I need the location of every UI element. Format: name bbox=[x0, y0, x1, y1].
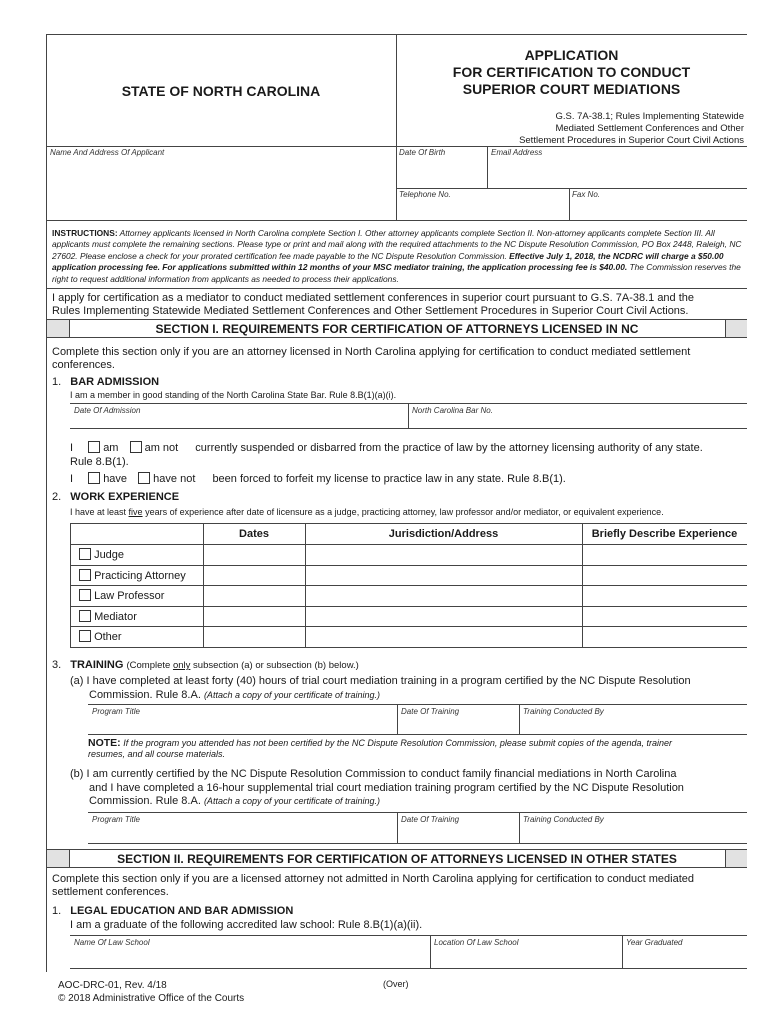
training-option-a bbox=[70, 675, 691, 702]
work-statement-five: five bbox=[128, 507, 143, 517]
am-label: am bbox=[103, 442, 119, 454]
email-label: Email Address bbox=[491, 148, 543, 157]
other-label: Other bbox=[94, 631, 122, 643]
note-text-2: resumes, and all course materials. bbox=[88, 749, 226, 759]
form-title-line-2: FOR CERTIFICATION TO CONDUCT bbox=[452, 64, 691, 80]
work-experience-statement bbox=[70, 507, 664, 517]
training-b-line-1: (b) I am currently certified by the NC Dispute Resolution Commission to conduct family financial mediations in North Carolina bbox=[70, 768, 677, 780]
state-name: STATE OF NORTH CAROLINA bbox=[121, 83, 321, 99]
note-label: NOTE: bbox=[88, 737, 121, 749]
col-dates: Dates bbox=[239, 528, 269, 540]
form-title-line-1: APPLICATION bbox=[524, 47, 619, 63]
row-other bbox=[79, 630, 122, 643]
instructions-tail-text: The Commission reserves the right to request additional information from applicants as needed to process their applications. bbox=[52, 262, 741, 284]
suspension-rule: Rule 8.B(1). bbox=[70, 456, 129, 468]
conducted-by-b-label: Training Conducted By bbox=[523, 815, 604, 824]
row-judge bbox=[79, 548, 124, 561]
conducted-by-b-field[interactable] bbox=[520, 825, 747, 843]
am-not-label: am not bbox=[144, 442, 179, 454]
forfeit-i: I bbox=[70, 473, 74, 485]
training-a-attach: (Attach a copy of your certificate of training.) bbox=[203, 689, 381, 700]
row-mediator bbox=[79, 610, 137, 623]
mediator-checkbox[interactable] bbox=[79, 610, 91, 622]
section-2-intro-line-2: settlement conferences. bbox=[52, 886, 169, 898]
conducted-by-a-label: Training Conducted By bbox=[523, 707, 604, 716]
date-of-admission-field[interactable] bbox=[70, 416, 408, 428]
training-note-only: only bbox=[172, 660, 191, 671]
bar-admission-statement: I am a member in good standing of the North Carolina State Bar. Rule 8.B(1)(a)(i). bbox=[70, 390, 397, 400]
statute-line-3: Settlement Procedures in Superior Court Civil Actions bbox=[519, 135, 744, 146]
law-school-location-field[interactable] bbox=[431, 948, 622, 968]
training-a-line-1: (a) I have completed at least forty (40) hours of trial court mediation training in a program certified by the NC Dispute Resolution bbox=[70, 675, 691, 687]
training-heading bbox=[52, 659, 359, 671]
instructions-fee-text: Effective July 1, 2018, the NCDRC will charge a $50.00 application processing fee. For applications submitted within 12 months of your MSC mediator training, the application processing fee is $40.00. bbox=[52, 250, 724, 273]
fax-field[interactable] bbox=[570, 200, 747, 220]
training-b-line-3 bbox=[70, 795, 684, 809]
work-statement-post: years of experience after date of licensure as a judge, practicing attorney, law professor and/or mediator, or equivalent experience. bbox=[142, 507, 664, 517]
program-title-a-label: Program Title bbox=[92, 707, 140, 716]
form-number: AOC-DRC-01, Rev. 4/18 bbox=[58, 980, 167, 991]
have-not-checkbox[interactable] bbox=[138, 472, 150, 484]
instructions-text: Attorney applicants licensed in North Carolina complete Section I. Other attorney applicants complete Section II. Non-attorney applicants complete Section III. All applicants must complete the remaining sections. Please type or print and mail along with the required attachments to the NC Dispute Resolution Commission, PO Box 2448, Raleigh, NC 27602. Please enclose a check for your prorated certification fee made payable to the NC Dispute Resolution Commission. bbox=[52, 228, 742, 261]
training-a-rule: Commission. Rule 8.A. bbox=[89, 688, 201, 701]
nc-bar-no-label: North Carolina Bar No. bbox=[412, 406, 493, 415]
conducted-by-a-field[interactable] bbox=[520, 717, 747, 734]
row-practicing-attorney bbox=[79, 569, 186, 582]
col-describe: Briefly Describe Experience bbox=[591, 528, 738, 540]
forfeit-text: been forced to forfeit my license to practice law in any state. Rule 8.B(1). bbox=[212, 473, 566, 485]
apply-statement-line-1: I apply for certification as a mediator to conduct mediated settlement conferences in superior court pursuant to G.S. 7A-38.1 and the bbox=[52, 292, 695, 304]
copyright: © 2018 Administrative Office of the Courts bbox=[58, 993, 245, 1004]
judge-label: Judge bbox=[94, 549, 125, 561]
section-2-intro bbox=[52, 873, 694, 899]
section-2-title: SECTION II. REQUIREMENTS FOR CERTIFICATION OF ATTORNEYS LICENSED IN OTHER STATES bbox=[117, 852, 677, 866]
practicing-attorney-label: Practicing Attorney bbox=[94, 570, 186, 582]
mediator-label: Mediator bbox=[94, 611, 137, 623]
law-school-name-label: Name Of Law School bbox=[74, 938, 150, 947]
bar-admission-title: BAR ADMISSION bbox=[70, 376, 160, 388]
bar-admission-number: 1. bbox=[52, 376, 62, 388]
statute-line-2: Mediated Settlement Conferences and Other bbox=[555, 123, 744, 134]
form-title bbox=[396, 47, 747, 98]
section-1-title: SECTION I. REQUIREMENTS FOR CERTIFICATION OF ATTORNEYS LICENSED IN NC bbox=[155, 322, 639, 336]
have-label: have bbox=[103, 473, 128, 485]
legal-education-title: LEGAL EDUCATION AND BAR ADMISSION bbox=[70, 905, 294, 917]
training-note bbox=[126, 660, 358, 671]
bar-admission-heading bbox=[52, 376, 159, 388]
am-not-checkbox[interactable] bbox=[130, 441, 142, 453]
year-graduated-field[interactable] bbox=[623, 948, 747, 968]
law-school-statement: I am a graduate of the following accredited law school: Rule 8.B(1)(a)(ii). bbox=[70, 919, 423, 931]
date-training-b-label: Date Of Training bbox=[401, 815, 460, 824]
year-graduated-label: Year Graduated bbox=[626, 938, 683, 947]
law-school-location-label: Location Of Law School bbox=[434, 938, 519, 947]
section-1-intro bbox=[52, 346, 690, 372]
name-address-field[interactable] bbox=[47, 158, 396, 220]
over-indicator: (Over) bbox=[383, 979, 409, 989]
training-title: TRAINING bbox=[70, 659, 124, 671]
date-training-a-field[interactable] bbox=[398, 717, 519, 734]
legal-education-heading bbox=[52, 905, 293, 917]
telephone-field[interactable] bbox=[397, 200, 569, 220]
col-jurisdiction: Jurisdiction/Address bbox=[388, 528, 499, 540]
law-professor-checkbox[interactable] bbox=[79, 589, 91, 601]
instructions-label: INSTRUCTIONS: bbox=[52, 228, 118, 238]
judge-checkbox[interactable] bbox=[79, 548, 91, 560]
program-title-b-field[interactable] bbox=[89, 825, 397, 843]
form-title-line-3: SUPERIOR COURT MEDIATIONS bbox=[462, 81, 681, 97]
fax-label: Fax No. bbox=[572, 190, 601, 199]
suspension-row bbox=[70, 441, 750, 454]
date-of-admission-label: Date Of Admission bbox=[74, 406, 141, 415]
dob-label: Date Of Birth bbox=[399, 148, 446, 157]
practicing-attorney-checkbox[interactable] bbox=[79, 569, 91, 581]
work-experience-title: WORK EXPERIENCE bbox=[70, 491, 180, 503]
suspension-i: I bbox=[70, 442, 74, 454]
have-checkbox[interactable] bbox=[88, 472, 100, 484]
section-1-intro-line-1: Complete this section only if you are an attorney licensed in North Carolina applying for certification to conduct mediated settlement bbox=[52, 346, 691, 358]
law-school-name-field[interactable] bbox=[71, 948, 430, 968]
suspension-text: currently suspended or disbarred from the practice of law by the attorney licensing authority of any state. bbox=[195, 442, 703, 454]
training-note-pre: (Complete bbox=[126, 660, 173, 671]
row-law-professor bbox=[79, 589, 164, 602]
legal-education-number: 1. bbox=[52, 905, 62, 917]
training-note-post: subsection (a) or subsection (b) below.) bbox=[190, 660, 359, 671]
law-professor-label: Law Professor bbox=[94, 590, 165, 602]
am-checkbox[interactable] bbox=[88, 441, 100, 453]
email-field[interactable] bbox=[488, 158, 747, 188]
work-statement-pre: I have at least bbox=[70, 507, 129, 517]
statute-line-1: G.S. 7A-38.1; Rules Implementing Statewide bbox=[555, 111, 744, 122]
date-training-b-field[interactable] bbox=[398, 825, 519, 843]
instructions bbox=[52, 228, 744, 285]
training-b-attach: (Attach a copy of your certificate of training.) bbox=[203, 796, 381, 806]
statute-reference bbox=[519, 111, 744, 147]
dob-field[interactable] bbox=[397, 158, 487, 188]
forfeit-row bbox=[70, 472, 750, 485]
section-1-intro-line-2: conferences. bbox=[52, 359, 115, 371]
program-title-b-label: Program Title bbox=[92, 815, 140, 824]
nc-bar-no-field[interactable] bbox=[409, 416, 747, 428]
have-not-label: have not bbox=[153, 473, 196, 485]
training-b-line-2: and I have completed a 16-hour supplemental trial court mediation training program certified by the NC Dispute Resolution bbox=[89, 781, 684, 794]
apply-statement-line-2: Rules Implementing Statewide Mediated Settlement Conferences and Other Settlement Procedures in Superior Court Civil Actions. bbox=[52, 305, 689, 317]
training-a-line-2 bbox=[70, 689, 691, 703]
apply-statement bbox=[52, 292, 694, 318]
program-title-a-field[interactable] bbox=[89, 717, 397, 734]
other-checkbox[interactable] bbox=[79, 630, 91, 642]
date-training-a-label: Date Of Training bbox=[401, 707, 460, 716]
section-2-intro-line-1: Complete this section only if you are a licensed attorney not admitted in North Carolina applying for certification to conduct mediated bbox=[52, 873, 695, 885]
note-text: If the program you attended has not been certified by the NC Dispute Resolution Commission, please submit copies of the agenda, trainer bbox=[123, 738, 672, 748]
training-number: 3. bbox=[52, 659, 62, 671]
name-address-label: Name And Address Of Applicant bbox=[50, 148, 165, 157]
training-note-block bbox=[88, 738, 748, 760]
work-experience-heading bbox=[52, 491, 179, 503]
telephone-label: Telephone No. bbox=[399, 190, 451, 199]
work-experience-number: 2. bbox=[52, 491, 62, 503]
training-option-b bbox=[70, 768, 684, 809]
training-b-rule: Commission. Rule 8.A. bbox=[89, 795, 201, 807]
